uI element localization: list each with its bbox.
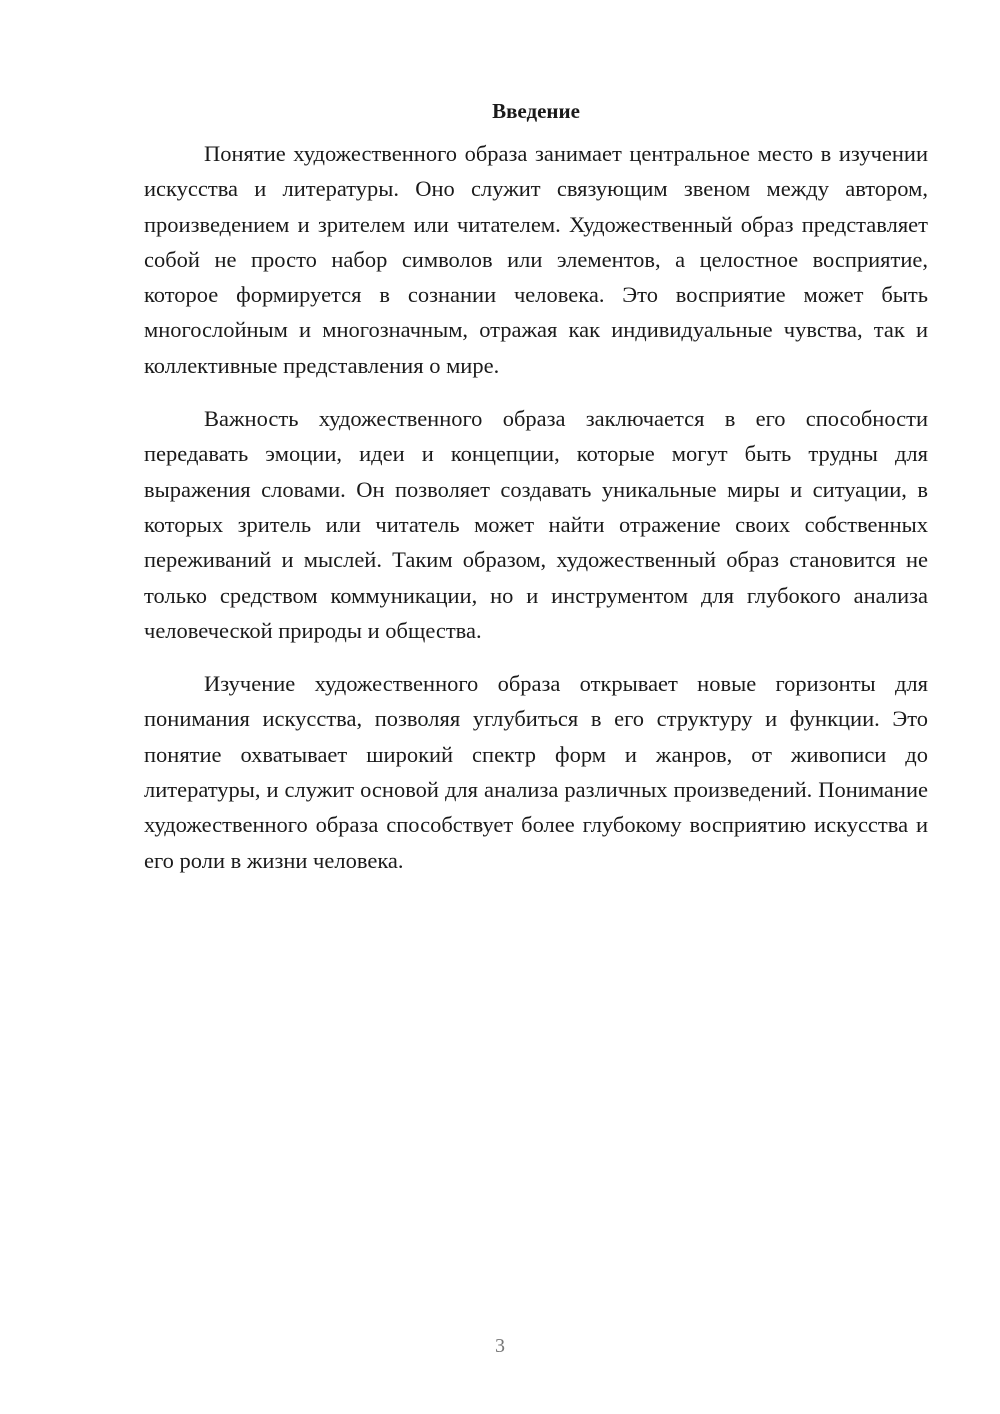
paragraph-3: Изучение художественного образа открывает новые горизонты для понимания искусства, позволяя углубиться в его структуру и функции. Это понятие охватывает широкий спектр форм и жанров, от живописи до литературы, и служит основой для анализа различных произведений. Понимание художественного образа способствует более глубокому восприятию искусства и его роли в жизни человека. (144, 671, 928, 873)
section-heading: Введение (492, 99, 580, 123)
page-content (144, 96, 928, 896)
paragraph-1: Понятие художественного образа занимает центральное место в изучении искусства и литературы. Оно служит связующим звеном между автором, произведением и зрителем или читателем. Художественный образ представляет собой не просто набор символов или элементов, а целостное восприятие, которое формируется в сознании человека. Это восприятие может быть многослойным и многозначным, отражая как индивидуальные чувства, так и коллективные представления о мире. (144, 141, 928, 378)
paragraph-2: Важность художественного образа заключается в его способности передавать эмоции, идеи и концепции, которые могут быть трудны для выражения словами. Он позволяет создавать уникальные миры и ситуации, в которых зритель или читатель может найти отражение своих собственных переживаний и мыслей. Таким образом, художественный образ становится не только средством коммуникации, но и инструментом для глубокого анализа человеческой природы и общества. (144, 406, 928, 643)
page-number: 3 (495, 1335, 505, 1357)
